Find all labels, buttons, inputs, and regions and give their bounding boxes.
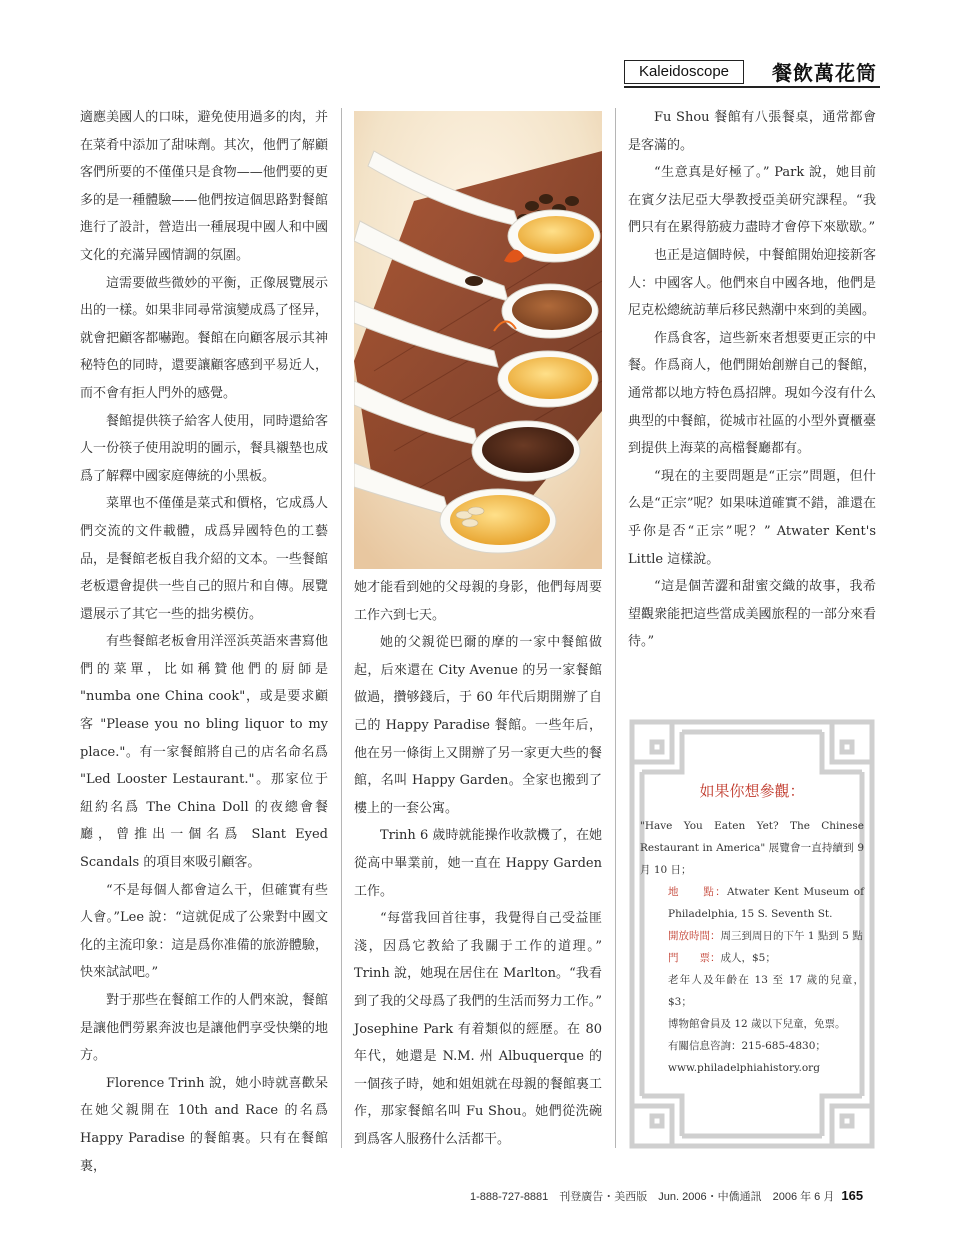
- paragraph: 對于那些在餐館工作的人們來說，餐館是讓他們勞累奔波也是讓他們享受快樂的地方。: [80, 993, 328, 1064]
- location-value: Atwater Kent Museum of Philadelphia, 15 S. Seventh St.: [668, 886, 865, 920]
- tickets-members: 博物館會員及 12 歲以下兒童，免票。: [668, 1018, 846, 1030]
- paragraph: Trinh 6 歲時就能操作收款機了，在她從高中畢業前，她一直在 Happy Garden 工作。: [354, 828, 602, 899]
- paragraph: 她的父親從巴爾的摩的一家中餐館做起，后來還在 City Avenue 的另一家餐館做過，攢够錢后，于 60 年代后期開辦了自己的 Happy Paradise 餐館。一些年后，他在另一條街上又開辦了另一家更大些的餐館，名叫 Happy Garden。全家也搬到了樓上的一套公寓。: [354, 635, 602, 816]
- tickets-children: 老年人及年齡在 13 至 17 歲的兒童，$3；: [668, 974, 864, 1008]
- paragraph: 作爲食客，這些新來者想要更正宗的中餐。作爲商人，他們開始創辦自己的餐館，通常都以地方特色爲招牌。現如今沒有什么典型的中餐館，從城市社區的小型外賣櫃臺到提供上海菜的高檔餐廳都有。: [628, 330, 876, 457]
- info-phone: 有關信息咨詢：215-685-4830；: [668, 1040, 826, 1052]
- paragraph: “不是每個人都會這么干，但確實有些人會。”Lee 說：“這就促成了公衆對中國文化的主流印象：這是爲你准備的旅游體驗，快來試試吧。”: [80, 882, 328, 981]
- exhibit-intro: "Have You Eaten Yet? The Chinese Restaurant in America" 展覽會一直持續到 9 月 10 日；: [640, 820, 864, 876]
- column-divider: [341, 108, 342, 1148]
- paragraph: 也正是這個時候，中餐館開始迎接新客人：中國客人。他們來自中國各地，他們是尼克松總統訪華后移民熱潮中來到的美國。: [628, 247, 876, 319]
- hours-label: 開放時間：: [668, 930, 721, 942]
- paragraph: “生意真是好極了。” Park 說，她目前在賓夕法尼亞大學教授亞美研究課程。“我們只有在累得筋疲力盡時才會停下來歇歇。”: [628, 165, 876, 236]
- location-label: 地 點：: [668, 886, 727, 898]
- dessert-spoons-photo: [354, 111, 602, 569]
- hours-value: 周三到周日的下午 1 點到 5 點: [720, 930, 863, 942]
- article-column-2: [354, 574, 602, 1153]
- column-divider: [615, 108, 616, 1148]
- tickets-label: 門 票：: [668, 952, 721, 964]
- paragraph: 餐館提供筷子給客人使用，同時還給客人一份筷子使用說明的圖示，餐具襯墊也成爲了解釋中國家庭傳統的小黑板。: [80, 413, 328, 484]
- paragraph: 菜單也不僅僅是菜式和價格，它成爲人們交流的文件載體，成爲异國特色的工藝品，是餐館老板自我介紹的文本。一些餐館老板還會提供一些自己的照片和自傳。展覽還展示了其它一些的拙劣模仿。: [80, 496, 328, 622]
- paragraph: Florence Trinh 說，她小時就喜歡呆在她父親開在 10th and Race 的名爲 Happy Paradise 的餐館裏。只有在餐館裏，: [80, 1075, 328, 1174]
- info-website[interactable]: www.philadelphiahistory.org: [668, 1062, 820, 1074]
- article-column-3: [628, 104, 876, 656]
- paragraph: 她才能看到她的父母親的身影，他們每周要工作六到七天。: [354, 580, 602, 623]
- footer-text: 1-888-727-8881 刊登廣告・美西版 Jun. 2006・中僑通訊 2006 年 6 月: [470, 1191, 835, 1203]
- paragraph: 有些餐館老板會用洋涇浜英語來書寫他們的菜單，比如稱贊他們的厨師是 "numba one China cook"，或是要求顧客 "Please you no bling liquor to my place."。有一家餐館將自己的店名命名爲 "Led Looster Lestaurant."。那家位于紐約名爲 The China Doll 的夜總會餐廳，曾推出一個名爲 Slant Eyed Scandals 的項目來吸引顧客。: [80, 634, 328, 871]
- paragraph: “現在的主要問題是“正宗”問題，但什么是“正宗”呢？如果味道確實不錯，誰還在乎你是否“正宗”呢？” Atwater Kent's Little 這樣說。: [628, 468, 876, 567]
- article-column-1: [80, 104, 328, 1180]
- section-label-cn: 餐飲萬花筒: [772, 61, 877, 85]
- header-rule: [624, 86, 880, 88]
- paragraph: 適應美國人的口味，避免使用過多的肉，并在菜肴中添加了甜味劑。其次，他們了解顧客們所要的不僅僅只是食物——他們要的更多的是一種體驗——他們按這個思路對餐館進行了設計，營造出一種展現中國人和中國文化的充滿异國情調的氛圍。: [80, 110, 328, 263]
- section-label-en: Kaleidoscope: [624, 60, 744, 84]
- tickets-value: 成人，$5；: [720, 952, 776, 964]
- page-footer: [470, 1188, 863, 1204]
- paragraph: Fu Shou 餐館有八張餐桌，通常都會是客滿的。: [628, 110, 876, 153]
- paragraph: “每當我回首往事，我覺得自己受益匪淺，因爲它教給了我關于工作的道理。” Trinh 說，她現在居住在 Marlton。“我看到了我的父母爲了我們的生活而努力工作。” Josephine Park 有着類似的經歷。在 80 年代，她還是 N.M. 州 Albuquerque 的一個孩子時，她和姐姐就在母親的餐館裏工作，那家餐館名叫 Fu Shou。她們從洗碗到爲客人服務什么活都干。: [354, 911, 602, 1147]
- page-number: 165: [841, 1188, 864, 1203]
- paragraph: “這是個苦澀和甜蜜交織的故事，我希望觀衆能把這些當成美國旅程的一部分來看待。”: [628, 579, 876, 650]
- paragraph: 這需要做些微妙的平衡，正像展覽展示出的一樣。如果非同尋常演變成爲了怪异，就會把顧客都嚇跑。餐館在向顧客展示其神秘特色的同時，還要讓顧客感到平易近人，而不會有拒人門外的感覺。: [80, 275, 328, 401]
- visitor-info-title: 如果你想參觀：: [699, 782, 805, 800]
- visitor-info: [640, 780, 864, 1079]
